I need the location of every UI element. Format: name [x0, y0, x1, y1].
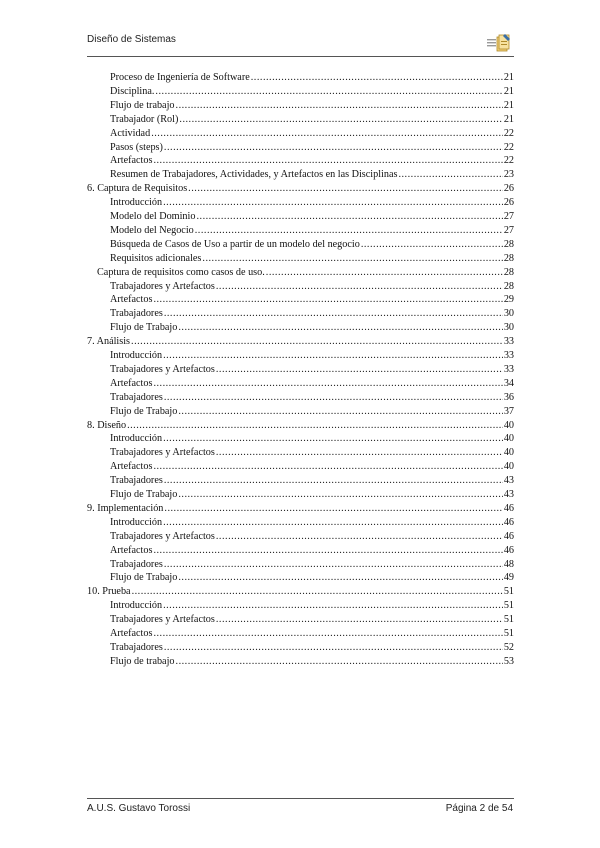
toc-entry-page: 34 [503, 377, 514, 389]
toc-entry-title: 9. Implementación [87, 502, 164, 514]
toc-entry-page: 46 [503, 530, 514, 542]
toc-dot-leader [163, 432, 503, 446]
toc-entry-page: 53 [503, 655, 514, 667]
toc-dot-leader [163, 196, 503, 210]
footer-divider [87, 798, 514, 799]
toc-dot-leader [216, 446, 503, 460]
toc-dot-leader [153, 627, 502, 641]
toc-entry[interactable] [110, 474, 514, 488]
toc-entry-title: 6. Captura de Requisitos [87, 183, 188, 195]
toc-entry-page: 27 [503, 211, 514, 222]
toc-entry-page: 49 [503, 572, 514, 584]
toc-dot-leader [132, 585, 503, 599]
toc-dot-leader [155, 85, 502, 99]
toc-dot-leader [179, 113, 502, 127]
toc-entry[interactable] [110, 141, 514, 155]
toc-entry-title: Trabajadores [110, 641, 163, 653]
toc-entry-title: Trabajadores y Artefactos [110, 280, 215, 292]
toc-dot-leader [398, 168, 502, 182]
toc-entry-page: 51 [503, 600, 514, 612]
toc-dot-leader [164, 558, 503, 572]
toc-dot-leader [188, 182, 503, 196]
toc-entry-title: Búsqueda de Casos de Uso a partir de un modelo del negocio [110, 238, 360, 250]
toc-dot-leader [178, 321, 502, 335]
toc-entry-page: 22 [503, 141, 514, 153]
toc-entry[interactable] [87, 335, 514, 349]
toc-entry-page: 37 [503, 405, 514, 417]
toc-entry-title: Flujo de Trabajo [110, 489, 178, 500]
toc-entry[interactable] [110, 252, 514, 266]
toc-entry[interactable] [110, 238, 514, 252]
toc-entry-title: Captura de requisitos como casos de uso. [97, 266, 265, 278]
toc-entry[interactable] [110, 99, 514, 113]
toc-dot-leader [178, 405, 502, 419]
toc-entry-title: Artefactos [110, 628, 153, 639]
toc-entry-title: Requisitos adicionales [110, 252, 202, 264]
toc-entry[interactable] [87, 502, 514, 516]
toc-dot-leader [153, 460, 502, 474]
toc-dot-leader [163, 349, 503, 363]
toc-entry-title: Introducción [110, 433, 163, 445]
toc-entry[interactable] [110, 85, 514, 99]
toc-entry-page: 23 [503, 169, 514, 181]
toc-dot-leader [131, 335, 503, 349]
toc-entry-title: Pasos (steps) [110, 141, 163, 153]
toc-entry-title: Trabajador (Rol) [110, 113, 179, 125]
toc-entry-title: Flujo de Trabajo [110, 322, 178, 334]
toc-entry[interactable] [110, 544, 514, 558]
toc-entry[interactable] [110, 655, 514, 669]
toc-dot-leader [196, 210, 502, 224]
toc-entry-title: Introducción [110, 197, 163, 209]
toc-entry-page: 40 [503, 419, 514, 431]
toc-entry[interactable] [110, 293, 514, 307]
toc-dot-leader [153, 293, 502, 307]
toc-entry-page: 28 [503, 280, 514, 292]
toc-dot-leader [216, 530, 503, 544]
toc-entry[interactable] [87, 182, 514, 196]
toc-entry[interactable] [87, 419, 514, 433]
toc-dot-leader [127, 419, 503, 433]
toc-entry-page: 28 [503, 266, 514, 278]
toc-entry-page: 52 [503, 641, 514, 653]
toc-entry-page: 30 [503, 322, 514, 334]
toc-entry-title: Artefactos [110, 377, 153, 389]
toc-dot-leader [202, 252, 502, 266]
toc-entry-title: Modelo del Negocio [110, 224, 194, 236]
toc-entry-title: Trabajadores y Artefactos [110, 447, 215, 459]
toc-entry-page: 27 [503, 224, 514, 236]
toc-entry-title: Trabajadores [110, 391, 163, 403]
toc-entry-page: 46 [503, 502, 514, 514]
toc-entry[interactable] [110, 641, 514, 655]
toc-dot-leader [163, 599, 503, 613]
toc-entry-title: Trabajadores [110, 475, 163, 487]
toc-entry-page: 33 [503, 350, 514, 361]
toc-entry-page: 51 [503, 586, 514, 598]
toc-entry-page: 33 [503, 336, 514, 348]
toc-dot-leader [216, 280, 503, 294]
toc-entry-page: 46 [503, 544, 514, 556]
toc-dot-leader [164, 641, 503, 655]
toc-entry-page: 28 [503, 252, 514, 264]
toc-entry[interactable] [110, 377, 514, 391]
toc-entry[interactable] [110, 571, 514, 585]
toc-entry-page: 43 [503, 489, 514, 500]
toc-entry[interactable] [110, 558, 514, 572]
toc-entry[interactable] [110, 307, 514, 321]
toc-entry-title: Flujo de Trabajo [110, 405, 178, 417]
toc-entry[interactable] [110, 168, 514, 182]
toc-entry[interactable] [110, 488, 514, 502]
toc-entry-title: Proceso de Ingeniería de Software [110, 72, 250, 83]
toc-entry-title: Introducción [110, 350, 163, 361]
toc-entry-title: Flujo de trabajo [110, 99, 175, 111]
toc-entry[interactable] [110, 224, 514, 238]
toc-entry-page: 33 [503, 363, 514, 375]
footer-author: A.U.S. Gustavo Torossi [87, 803, 191, 814]
toc-entry-title: Trabajadores [110, 558, 163, 570]
toc-dot-leader [176, 99, 503, 113]
toc-entry[interactable] [110, 113, 514, 127]
toc-entry-title: Introducción [110, 600, 163, 612]
toc-dot-leader [178, 488, 502, 502]
toc-entry-title: Artefactos [110, 461, 153, 473]
toc-dot-leader [195, 224, 503, 238]
toc-entry[interactable] [110, 516, 514, 530]
toc-entry-page: 21 [503, 113, 514, 125]
toc-entry-title: Artefactos [110, 294, 153, 306]
toc-entry[interactable] [110, 196, 514, 210]
toc-entry-title: Artefactos [110, 155, 153, 167]
toc-entry-page: 48 [503, 558, 514, 570]
toc-entry-page: 46 [503, 516, 514, 528]
toc-entry[interactable] [110, 460, 514, 474]
toc-entry[interactable] [110, 363, 514, 377]
toc-dot-leader [164, 141, 503, 155]
toc-entry[interactable] [87, 585, 514, 599]
toc-entry-title: Actividad [110, 127, 151, 139]
toc-entry[interactable] [110, 613, 514, 627]
toc-entry-title: Introducción [110, 516, 163, 528]
header-title: Diseño de Sistemas [87, 34, 176, 45]
toc-entry-page: 40 [503, 461, 514, 473]
toc-dot-leader [266, 266, 503, 280]
toc-dot-leader [361, 238, 503, 252]
toc-dot-leader [164, 391, 503, 405]
toc-dot-leader [164, 474, 503, 488]
toc-entry-title: 10. Prueba [87, 586, 131, 598]
toc-entry[interactable] [110, 391, 514, 405]
toc-entry-page: 26 [503, 183, 514, 195]
toc-entry-page: 30 [503, 308, 514, 320]
toc-entry-title: Modelo del Dominio [110, 211, 196, 222]
toc-entry-title: Flujo de Trabajo [110, 572, 178, 584]
toc-entry-page: 51 [503, 614, 514, 626]
toc-entry-page: 43 [503, 475, 514, 487]
toc-dot-leader [164, 502, 502, 516]
toc-entry-page: 21 [503, 99, 514, 111]
toc-entry-page: 28 [503, 238, 514, 250]
toc-entry[interactable] [110, 321, 514, 335]
toc-entry[interactable] [110, 127, 514, 141]
toc-dot-leader [163, 516, 503, 530]
toc-entry[interactable] [110, 627, 514, 641]
toc-entry-title: 7. Análisis [87, 336, 131, 348]
toc-entry-title: 8. Diseño [87, 419, 127, 431]
toc-entry-page: 21 [503, 72, 514, 83]
toc-entry-page: 51 [503, 628, 514, 639]
toc-entry-title: Disciplina. [110, 85, 155, 97]
toc-entry[interactable] [110, 432, 514, 446]
footer-page-number: Página 2 de 54 [445, 803, 513, 814]
documents-logo-icon [486, 33, 512, 53]
toc-dot-leader [176, 655, 503, 669]
toc-dot-leader [178, 571, 502, 585]
toc-entry-page: 36 [503, 391, 514, 403]
toc-entry-title: Artefactos [110, 544, 153, 556]
toc-entry-page: 40 [503, 447, 514, 459]
toc-dot-leader [151, 127, 503, 141]
toc-dot-leader [216, 613, 503, 627]
toc-dot-leader [251, 71, 503, 85]
toc-entry-title: Trabajadores y Artefactos [110, 614, 215, 626]
toc-entry[interactable] [110, 154, 514, 168]
toc-entry[interactable] [110, 210, 514, 224]
toc-entry[interactable] [110, 349, 514, 363]
toc-dot-leader [153, 544, 502, 558]
toc-entry-title: Flujo de trabajo [110, 655, 175, 667]
toc-entry[interactable] [110, 280, 514, 294]
toc-entry[interactable] [97, 266, 514, 280]
toc-entry-title: Trabajadores [110, 308, 163, 320]
toc-entry[interactable] [110, 530, 514, 544]
toc-entry-page: 22 [503, 127, 514, 139]
toc-entry-title: Trabajadores y Artefactos [110, 530, 215, 542]
toc-dot-leader [216, 363, 503, 377]
toc-entry[interactable] [110, 405, 514, 419]
header-divider [87, 56, 514, 57]
toc-dot-leader [164, 307, 503, 321]
toc-entry[interactable] [110, 446, 514, 460]
toc-dot-leader [153, 154, 502, 168]
toc-entry-title: Resumen de Trabajadores, Actividades, y Artefactos en las Disciplinas [110, 169, 398, 181]
toc-entry[interactable] [110, 599, 514, 613]
toc-entry-page: 22 [503, 155, 514, 167]
toc-dot-leader [153, 377, 502, 391]
toc-entry-page: 21 [503, 85, 514, 97]
toc-entry[interactable] [110, 71, 514, 85]
toc-entry-page: 29 [503, 294, 514, 306]
toc-entry-title: Trabajadores y Artefactos [110, 363, 215, 375]
toc-entry-page: 40 [503, 433, 514, 445]
toc-entry-page: 26 [503, 197, 514, 209]
